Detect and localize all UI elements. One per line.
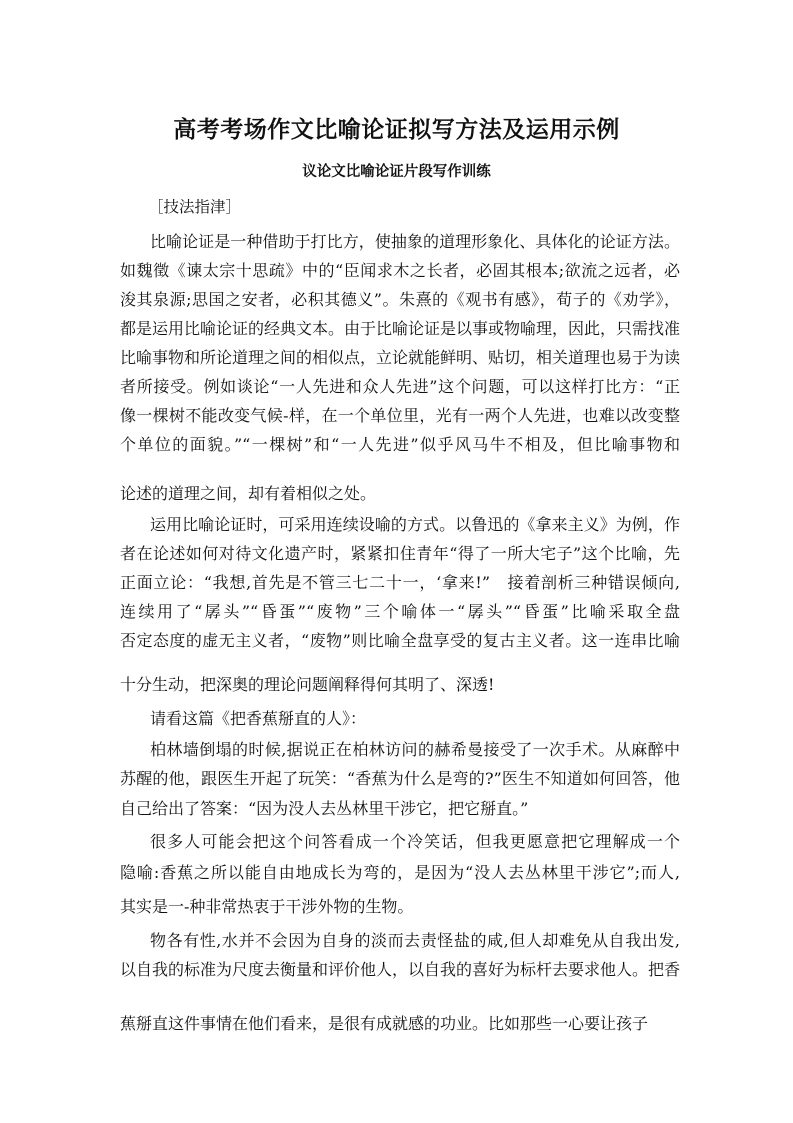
body-line: 运用比喻论证时，可采用连续设喻的方式。以鲁迅的《拿来主义》为例，作 xyxy=(150,515,680,534)
document-title: 高考考场作文比喻论证拟写方法及运用示例 xyxy=(173,117,620,143)
body-line: 苏醒的他，跟医生开起了玩笑：“香蕉为什么是弯的?”医生不知道如何回答，他 xyxy=(120,769,680,788)
body-line: 自己给出了答案：“因为没人去丛林里干涉它，把它掰直。” xyxy=(120,799,529,818)
body-line: 比喻论证是一种借助于打比方，使抽象的道理形象化、具体化的论证方法。 xyxy=(150,232,680,251)
body-line: 隐喻:香蕉之所以能自由地成长为弯的，是因为“没人去丛林里干涉它”;而人, xyxy=(120,863,680,882)
body-line: 者所接受。例如谈论“一人先进和众人先进”这个问题，可以这样打比方：“正 xyxy=(120,377,680,396)
body-line: 以自我的标准为尺度去衡量和评价他人，以自我的喜好为标杆去要求他人。把香 xyxy=(120,960,681,979)
body-line: 像一棵树不能改变气候-样，在一个单位里，光有一两个人先进，也难以改变整 xyxy=(120,406,680,425)
body-line: 个单位的面貌。”“一棵树”和“一人先进”似乎风马牛不相及，但比喻事物和 xyxy=(120,435,680,454)
body-line: 连续用了“孱头”“昏蛋”“废物”三个喻体一“孱头”“昏蛋”比喻采取全盘 xyxy=(120,602,680,621)
body-line: 都是运用比喻论证的经典文本。由于比喻论证是以事或物喻理，因此，只需找准 xyxy=(120,319,681,338)
body-line: 比喻事物和所论道理之间的相似点，立论就能鲜明、贴切，相关道理也易于为读 xyxy=(120,348,681,367)
body-line: 否定态度的虚无主义者，“废物”则比喻全盘享受的复古主义者。这一连串比喻 xyxy=(120,631,680,650)
body-line: 浚其泉源;思国之安者，必积其德义”。朱熹的《观书有感》，荀子的《劝学》， xyxy=(120,290,680,309)
body-line: 物各有性,水并不会因为自身的淡而去责怪盐的咸,但人却难免从自我出发, xyxy=(150,931,680,950)
body-line: 很多人可能会把这个问答看成一个冷笑话，但我更愿意把它理解成一个 xyxy=(150,832,680,851)
body-line: 十分生动，把深奥的理论问题阐释得何其明了、深透! xyxy=(120,675,495,694)
body-line: 蕉掰直这件事情在他们看来，是很有成就感的功业。比如那些一心要让孩子 xyxy=(120,1014,649,1033)
body-line: 如魏徵《谏太宗十思疏》中的“臣闻求木之长者，必固其根本;欲流之远者，必 xyxy=(120,261,680,280)
section-label: ［技法指津］ xyxy=(148,198,242,216)
document-subtitle: 议论文比喻论证片段写作训练 xyxy=(302,164,491,180)
body-line: 正面立论：“我想,首先是不管三七二十一，‘拿来!” 接着剖析三种错误倾向, xyxy=(120,573,680,592)
body-line: 者在论述如何对待文化遗产时，紧紧扣住青年“得了一所大宅子”这个比喻，先 xyxy=(120,544,680,563)
body-line: 请看这篇《把香蕉掰直的人》： xyxy=(150,709,367,728)
body-line: 论述的道理之间，却有着相似之处。 xyxy=(120,484,377,503)
body-line: 其实是一-种非常热衷于干涉外物的生物。 xyxy=(120,897,414,916)
body-line: 柏林墙倒塌的时候,据说正在柏林访问的赫希曼接受了一次手术。从麻醉中 xyxy=(150,740,680,759)
